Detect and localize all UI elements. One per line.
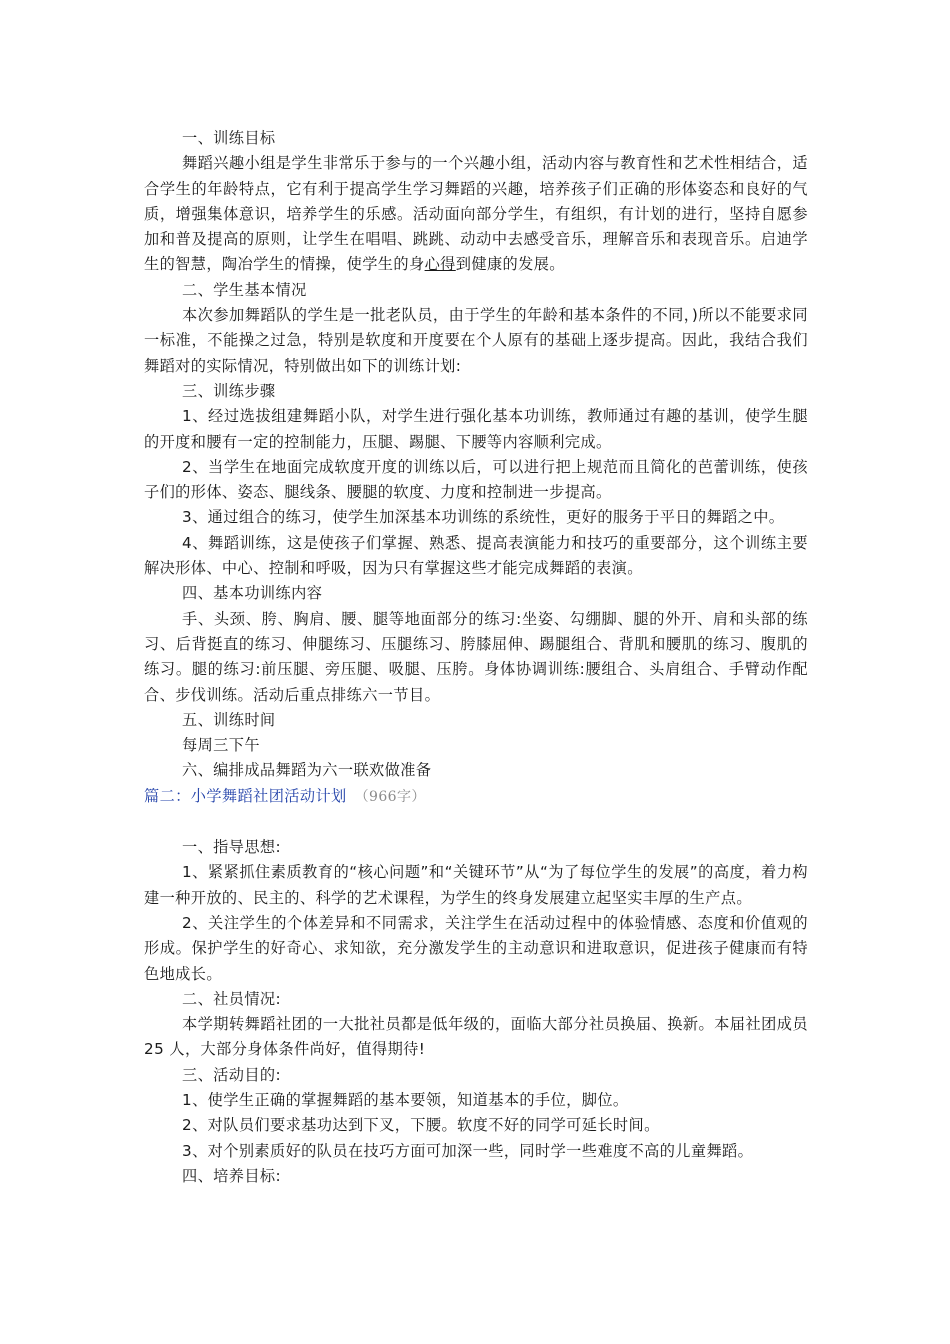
heading-choreography: 六、编排成品舞蹈为六一联欢做准备 (182, 761, 432, 780)
paragraph-purpose-2: 2、对队员们要求基功达到下叉，下腰。软度不好的同学可延长时间。 (182, 1116, 660, 1135)
heading-cultivation-goals: 四、培养目标: (182, 1166, 282, 1185)
heading-activity-purpose: 三、活动目的: (182, 1065, 282, 1084)
spacer (144, 810, 808, 835)
article-title-link[interactable]: 篇二：小学舞蹈社团活动计划 (144, 786, 347, 805)
paragraph-step-2: 2、当学生在地面完成软度开度的训练以后，可以进行把上规范而且简化的芭蕾训练，使孩子们的形体、姿态、腿线条、腰腿的软度、力度和控制进一步提高。 (144, 457, 808, 502)
paragraph-guiding-2: 2、关注学生的个体差异和不同需求，关注学生在活动过程中的体验情感、态度和价值观的形成。保护学生的好奇心、求知欲，充分激发学生的主动意识和进取意识，促进孩子健康而有特色地成长。 (144, 913, 808, 983)
heading-basic-content: 四、基本功训练内容 (182, 584, 323, 603)
heading-training-time: 五、训练时间 (182, 710, 276, 729)
heading-members: 二、社员情况: (182, 989, 282, 1008)
paragraph-members: 本学期转舞蹈社团的一大批社员都是低年级的，面临大部分社员换届、换新。本届社团成员 25 人，大部分身体条件尚好，值得期待! (144, 1015, 808, 1059)
word-count: （966字） (354, 788, 426, 805)
paragraph-student-situation: 本次参加舞蹈队的学生是一批老队员，由于学生的年龄和基本条件的不同，)所以不能要求同一标准，不能操之过急，特别是软度和开度要在个人原有的基础上逐步提高。因此，我结合我们舞蹈对的实际情况，特别做出如下的训练计划: (144, 306, 808, 375)
document-page (144, 126, 808, 1189)
paragraph-text-end: 到健康的发展。 (455, 255, 565, 274)
paragraph-step-1: 1、经过选拔组建舞蹈小队，对学生进行强化基本功训练，教师通过有趣的基训，使学生腿的开度和腰有一定的控制能力，压腿、踢腿、下腰等内容顺利完成。 (144, 407, 808, 451)
heading-guiding-ideas: 一、指导思想: (182, 838, 282, 857)
paragraph-training-goal (144, 151, 808, 277)
heading-training-goal: 一、训练目标 (182, 129, 276, 147)
article-title-line (144, 784, 808, 810)
paragraph-text: 舞蹈兴趣小组是学生非常乐于参与的一个兴趣小组，活动内容与教育性和艺术性相结合，适合学生的年龄特点，它有利于提高学生学习舞蹈的兴趣，培养孩子们正确的形体姿态和良好的气质，增强集体意识，培养学生的乐感。活动面向部分学生，有组织，有计划的进行，坚持自愿参加和普及提高的原则，让学生在唱唱、跳跳、动动中去感受音乐，理解音乐和表现音乐。启迪学生的智慧，陶冶学生的情操，使学生的身 (144, 154, 808, 274)
paragraph-purpose-1: 1、使学生正确的掌握舞蹈的基本要领，知道基本的手位，脚位。 (182, 1090, 629, 1109)
paragraph-basic-content: 手、头颈、胯、胸肩、腰、腿等地面部分的练习:坐姿、勾绷脚、腿的外开、肩和头部的练习、后背挺直的练习、伸腿练习、压腿练习、胯膝屈伸、踢腿组合、背肌和腰肌的练习、腹肌的练习。腿的练习:前压腿、旁压腿、吸腿、压胯。身体协调训练:腰组合、头肩组合、手臂动作配合、步伐训练。活动后重点排练六一节目。 (144, 609, 808, 704)
keyword-link[interactable]: 心得 (424, 255, 456, 274)
paragraph-step-4: 4、舞蹈训练，这是使孩子们掌握、熟悉、提高表演能力和技巧的重要部分，这个训练主要解决形体、中心、控制和呼吸，因为只有掌握这些才能完成舞蹈的表演。 (144, 533, 808, 578)
heading-training-steps: 三、训练步骤 (182, 381, 276, 400)
paragraph-training-time: 每周三下午 (182, 736, 260, 755)
paragraph-step-3: 3、通过组合的练习，使学生加深基本功训练的系统性，更好的服务于平日的舞蹈之中。 (182, 508, 785, 527)
paragraph-purpose-3: 3、对个别素质好的队员在技巧方面可加深一些，同时学一些难度不高的儿童舞蹈。 (182, 1141, 754, 1160)
heading-student-situation: 二、学生基本情况 (182, 280, 307, 299)
paragraph-guiding-1: 1、紧紧抓住素质教育的“核心问题”和“关键环节”从“为了每位学生的发展”的高度，着力构建一种开放的、民主的、科学的艺术课程，为学生的终身发展建立起坚实丰厚的生产点。 (144, 863, 808, 907)
